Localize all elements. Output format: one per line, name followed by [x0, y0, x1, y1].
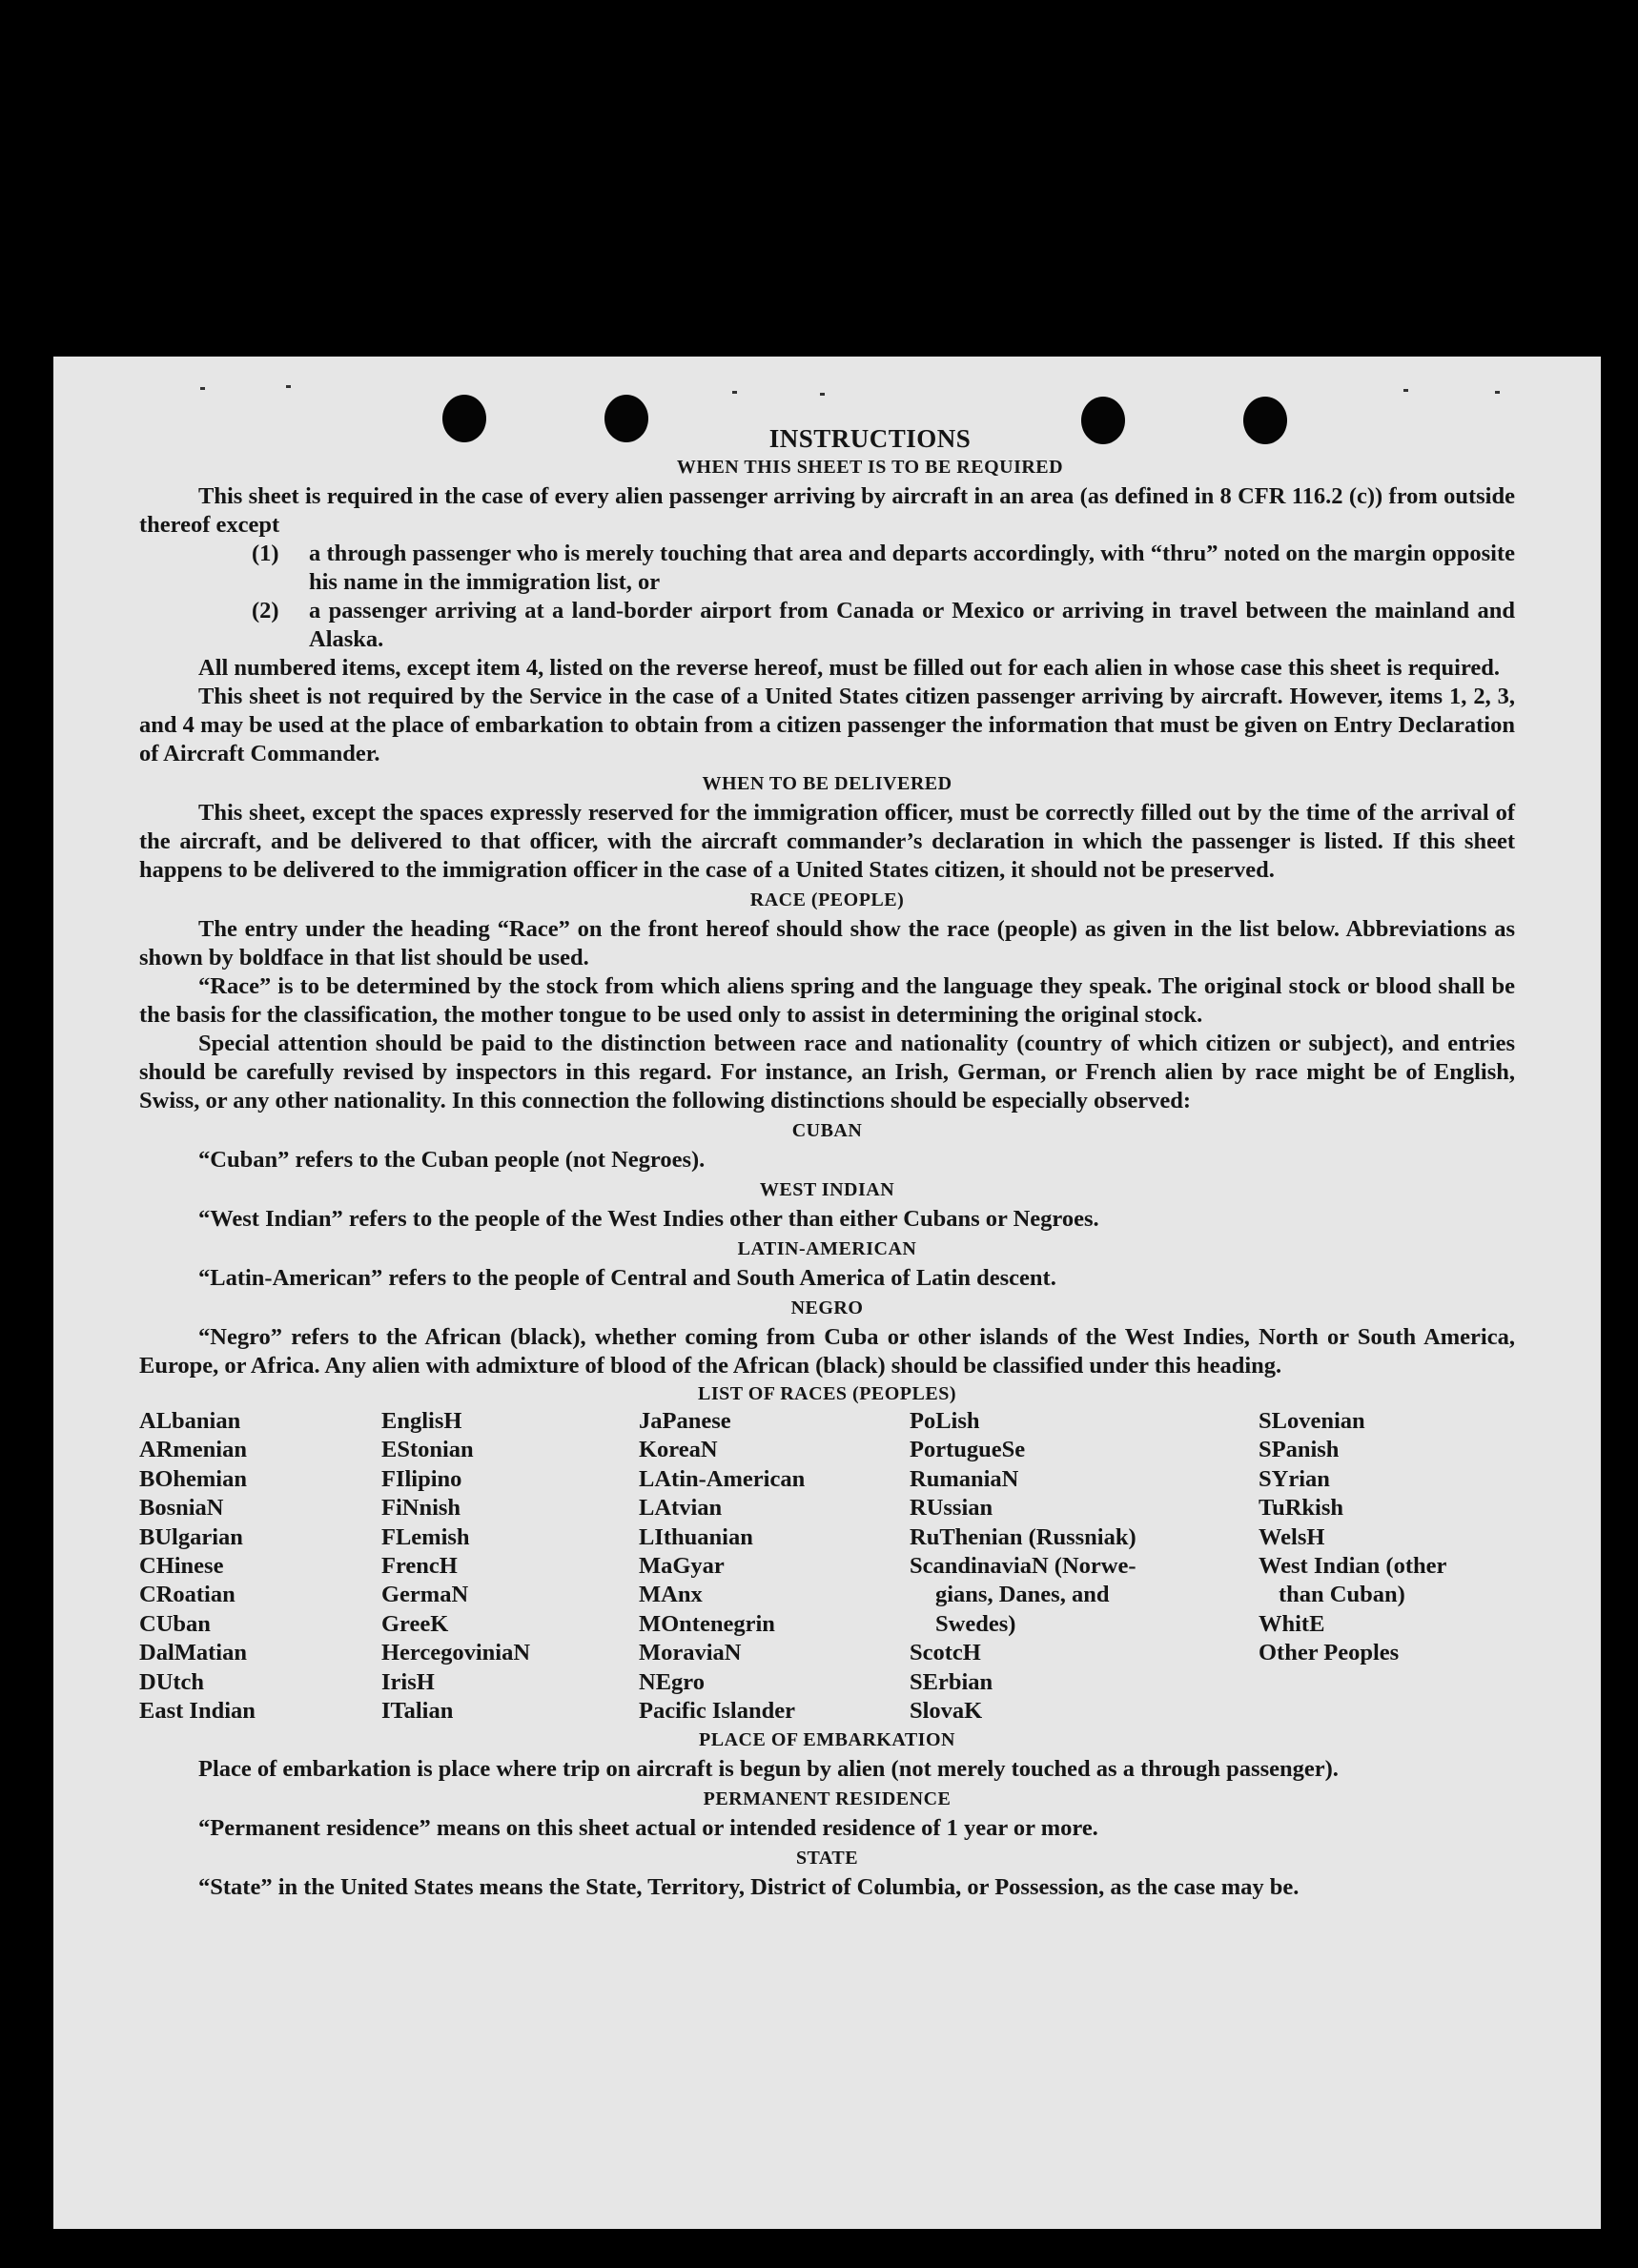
paragraph: All numbered items, except item 4, listed on the reverse hereof, must be filled out for each alien in whose case this sheet is required. [198, 655, 1501, 681]
race-entry-continued: than Cuban) [1279, 1582, 1405, 1608]
race-entry: GermaN [381, 1582, 469, 1608]
section-heading-list-of-races: LIST OF RACES (PEOPLES) [697, 1383, 956, 1404]
paragraph: “Permanent residence” means on this sheet actual or intended residence of 1 year or more. [198, 1815, 1098, 1841]
paragraph: “West Indian” refers to the people of the West Indies other than either Cubans or Negroes. [198, 1206, 1099, 1232]
race-entry: ScotcH [910, 1640, 981, 1666]
race-entry: TuRkish [1259, 1495, 1344, 1522]
race-entry: PortugueSe [910, 1437, 1026, 1463]
paragraph: “Latin-American” refers to the people of Central and South America of Latin descent. [198, 1265, 1056, 1291]
race-entry: MOntenegrin [639, 1610, 775, 1637]
section-heading-embarkation: PLACE OF EMBARKATION [699, 1729, 955, 1750]
race-entry: Other Peoples [1259, 1640, 1400, 1666]
section-heading-west-indian: WEST INDIAN [759, 1179, 895, 1200]
section-heading-residence: PERMANENT RESIDENCE [703, 1788, 952, 1809]
race-entry: FIlipino [381, 1465, 462, 1492]
race-entry: BosniaN [139, 1495, 224, 1522]
paragraph: Special attention should be paid to the distinction between race and nationality (country of which citizen or subject), and entries should be carefully revised by inspectors in this regard. For instance, an Irish, German, or French alien by race might be of English, Swiss, or any other nationality. In this connection the following distinctions should be especially observed: [139, 1031, 1515, 1114]
race-entry: EnglisH [381, 1408, 462, 1434]
race-entry-continued: Swedes) [935, 1610, 1016, 1637]
section-heading-negro: NEGRO [790, 1297, 864, 1318]
item-number: (1) [252, 541, 279, 566]
section-heading-cuban: CUBAN [791, 1120, 863, 1141]
race-entry: KoreaN [639, 1437, 718, 1463]
paragraph: This sheet is not required by the Service in the case of a United States citizen passenger arriving by aircraft. However, items 1, 2, 3, and 4 may be used at the place of embarkation to obtain from a citizen passenger the information that must be given on Entry Declaration of Aircraft Commander. [139, 684, 1515, 766]
race-entry: MAnx [639, 1582, 703, 1608]
race-entry: DUtch [139, 1668, 205, 1695]
race-entry: ScandinaviaN (Norwe- [910, 1553, 1136, 1580]
race-entry: ALbanian [139, 1408, 241, 1434]
section-heading-when-required: WHEN THIS SHEET IS TO BE REQUIRED [676, 457, 1064, 478]
race-column [139, 1407, 256, 1726]
race-entry: MaGyar [639, 1553, 725, 1580]
race-entry: ARmenian [139, 1437, 247, 1463]
section-heading-when-delivered: WHEN TO BE DELIVERED [702, 773, 952, 794]
paragraph: Place of embarkation is place where trip on aircraft is begun by alien (not merely touched as a through passenger). [198, 1756, 1339, 1782]
race-entry: JaPanese [639, 1408, 731, 1434]
race-entry: CRoatian [139, 1582, 235, 1608]
race-entry: CUban [139, 1610, 211, 1637]
paper-speck [820, 393, 825, 396]
race-entry: ITalian [381, 1698, 454, 1725]
race-entry: SPanish [1259, 1437, 1340, 1463]
race-entry: RuThenian (Russniak) [910, 1523, 1136, 1550]
paragraph: The entry under the heading “Race” on the front hereof should show the race (people) as given in the list below. Abbreviations as shown by boldface in that list should be used. [139, 916, 1515, 971]
paragraph: “Cuban” refers to the Cuban people (not Negroes). [198, 1147, 706, 1173]
paragraph: This sheet, except the spaces expressly reserved for the immigration officer, must be correctly filled out by the time of the arrival of the aircraft, and be delivered to that officer, with the aircraft commander’s declaration in which the passenger is listed. If this sheet happens to be delivered to the immigration officer in the case of a United States citizen, it should not be preserved. [139, 800, 1515, 883]
race-entry: NEgro [639, 1668, 705, 1695]
race-entry: LIthuanian [639, 1523, 753, 1550]
instructions-body [139, 425, 1515, 1902]
item-number: (2) [252, 598, 279, 623]
race-entry: MoraviaN [639, 1640, 742, 1666]
race-entry-continued: gians, Danes, and [935, 1582, 1110, 1608]
page-title: INSTRUCTIONS [768, 424, 972, 453]
paragraph: This sheet is required in the case of every alien passenger arriving by aircraft in an area (as defined in 8 CFR 116.2 (c)) from outside thereof except [139, 483, 1515, 538]
race-entry: CHinese [139, 1553, 224, 1580]
race-entry: RumaniaN [910, 1465, 1019, 1492]
race-entry: SLovenian [1259, 1408, 1365, 1434]
race-entry: WhitE [1259, 1610, 1325, 1637]
section-heading-latin-american: LATIN-AMERICAN [737, 1238, 917, 1259]
race-entry: LAtvian [639, 1495, 723, 1522]
race-entry: HercegoviniaN [381, 1640, 531, 1666]
race-entry: WelsH [1259, 1523, 1325, 1550]
paper-speck [732, 391, 737, 394]
race-entry: DalMatian [139, 1640, 247, 1666]
race-entry: SYrian [1259, 1465, 1330, 1492]
race-entry: FiNnish [381, 1495, 461, 1522]
exception-item [139, 597, 1515, 654]
race-entry: FLemish [381, 1523, 470, 1550]
race-column [381, 1407, 530, 1726]
race-entry: BOhemian [139, 1465, 247, 1492]
race-entry: EStonian [381, 1437, 474, 1463]
race-entry: East Indian [139, 1698, 256, 1725]
paper-speck [1495, 391, 1500, 394]
race-list [139, 1407, 1515, 1725]
paper-speck [200, 387, 205, 390]
race-entry: GreeK [381, 1610, 449, 1637]
race-entry: SErbian [910, 1668, 993, 1695]
race-entry: FrencH [381, 1553, 458, 1580]
paper-speck [286, 385, 291, 388]
race-column [639, 1407, 805, 1726]
race-entry: PoLish [910, 1408, 980, 1434]
paragraph: “Race” is to be determined by the stock from which aliens spring and the language they speak. The original stock or blood shall be the basis for the classification, the mother tongue to be used only to assist in determining the original stock. [139, 973, 1515, 1028]
paragraph: “Negro” refers to the African (black), whether coming from Cuba or other islands of the West Indies, North or South America, Europe, or Africa. Any alien with admixture of blood of the African (black) should be classified under this heading. [139, 1324, 1515, 1379]
race-column [1259, 1407, 1446, 1668]
race-entry: LAtin-American [639, 1465, 806, 1492]
section-heading-race: RACE (PEOPLE) [749, 889, 905, 910]
race-entry: RUssian [910, 1495, 993, 1522]
instruction-sheet [53, 357, 1601, 2229]
item-text: a passenger arriving at a land-border airport from Canada or Mexico or arriving in travel between the mainland and Alaska. [309, 598, 1515, 652]
paper-speck [1403, 389, 1408, 392]
section-heading-state: STATE [795, 1848, 859, 1869]
paragraph: “State” in the United States means the State, Territory, District of Columbia, or Possession, as the case may be. [198, 1874, 1300, 1900]
race-column [910, 1407, 1136, 1726]
race-entry: IrisH [381, 1668, 435, 1695]
race-entry: West Indian (other [1259, 1553, 1447, 1580]
race-entry: SlovaK [910, 1698, 983, 1725]
race-entry: Pacific Islander [639, 1698, 795, 1725]
exception-item [139, 540, 1515, 597]
race-entry: BUlgarian [139, 1523, 243, 1550]
item-text: a through passenger who is merely touching that area and departs accordingly, with “thru” noted on the margin opposite his name in the immigration list, or [309, 541, 1515, 595]
